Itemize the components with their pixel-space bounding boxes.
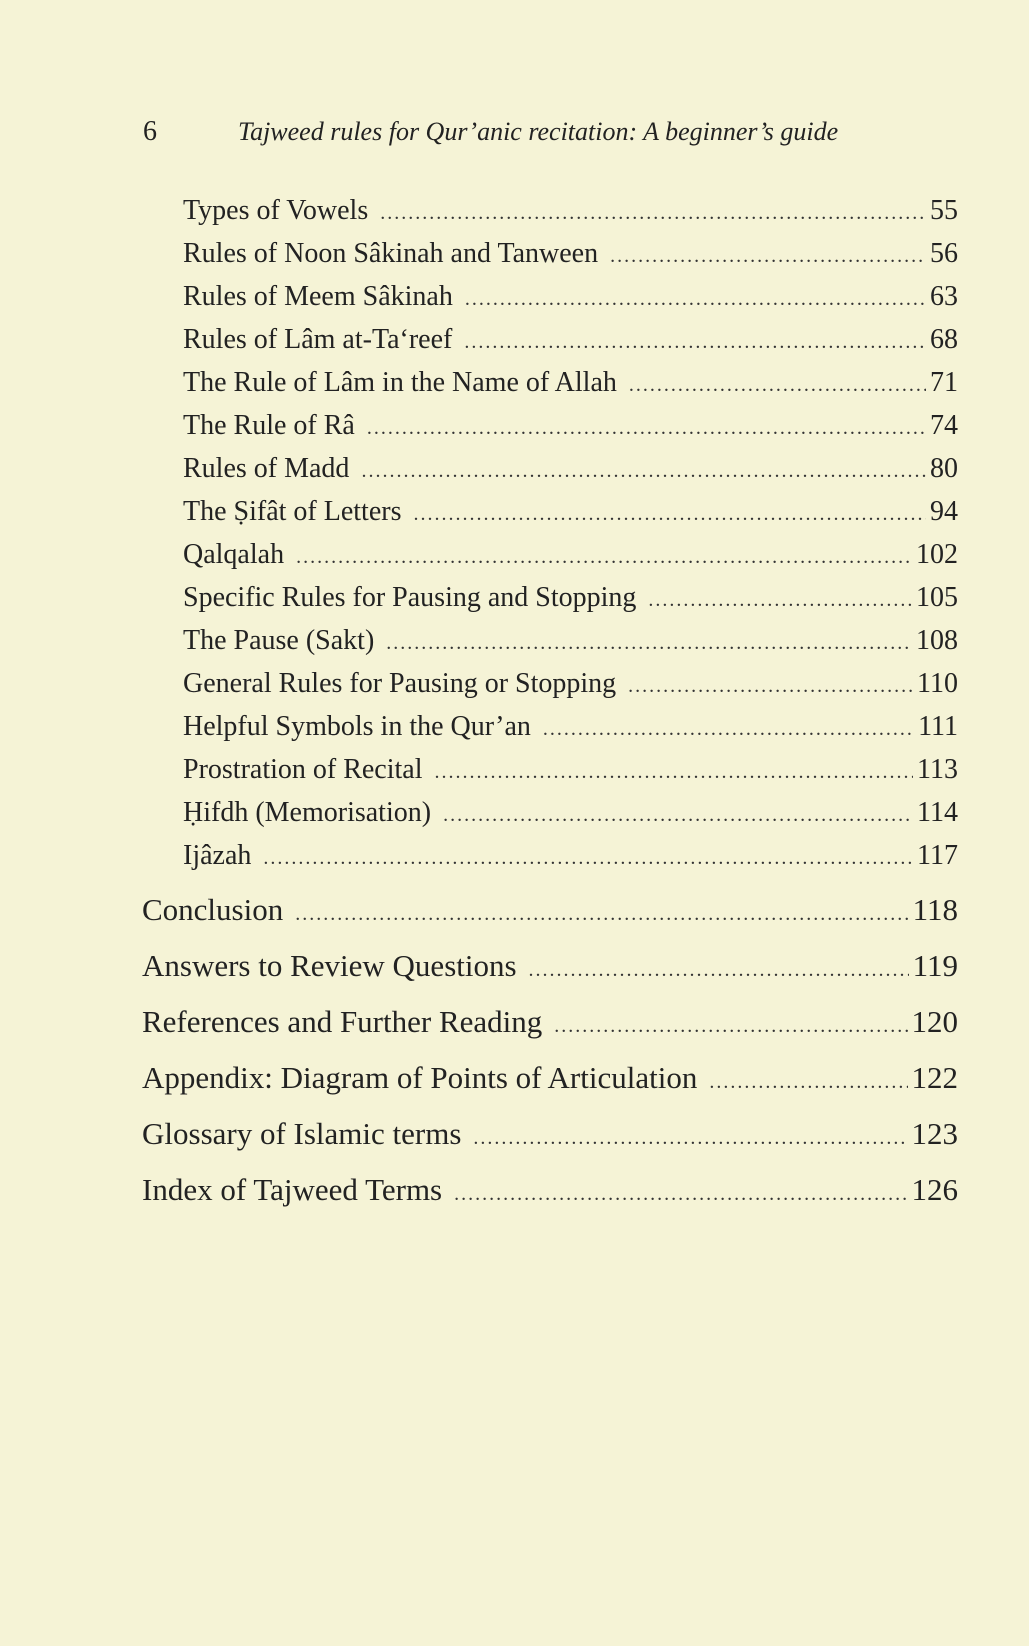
toc-entry-page: 120 xyxy=(911,1004,958,1039)
dot-leader xyxy=(610,246,926,266)
dot-leader xyxy=(367,418,926,438)
toc-entry-page: 126 xyxy=(911,1172,958,1207)
toc-entry-title: The Rule of Lâm in the Name of Allah xyxy=(183,367,617,398)
running-title: Tajweed rules for Qur’anic recitation: A beginner’s guide xyxy=(238,117,839,146)
toc-entry-title: General Rules for Pausing or Stopping xyxy=(183,668,617,699)
toc-entry[interactable] xyxy=(142,889,958,931)
toc-entry-title: Appendix: Diagram of Points of Articulation xyxy=(142,1060,698,1095)
dot-leader xyxy=(709,1072,907,1092)
toc-entry-page: 119 xyxy=(912,948,958,983)
toc-entry-page: 108 xyxy=(916,625,958,656)
dot-leader xyxy=(435,762,914,782)
toc-entry-title: Qalqalah xyxy=(183,539,285,570)
dot-leader xyxy=(628,676,913,696)
toc-entry[interactable] xyxy=(183,364,958,402)
dot-leader xyxy=(454,1184,907,1204)
toc-entry-title: Rules of Meem Sâkinah xyxy=(183,281,453,312)
toc-entry[interactable] xyxy=(142,1001,958,1043)
toc-entry-title: Rules of Noon Sâkinah and Tanween xyxy=(183,238,599,269)
toc-entry[interactable] xyxy=(183,321,958,359)
toc-entry-page: 114 xyxy=(917,797,958,828)
toc-entry-title: Ijâzah xyxy=(183,840,252,871)
page-header xyxy=(143,115,883,155)
dot-leader xyxy=(361,461,926,481)
toc-entry-page: 63 xyxy=(930,281,958,312)
dot-leader xyxy=(543,719,914,739)
toc-entry-page: 56 xyxy=(930,238,958,269)
toc-entry[interactable] xyxy=(183,407,958,445)
toc-entry-page: 94 xyxy=(930,496,958,527)
dot-leader xyxy=(443,805,913,825)
toc-entry[interactable] xyxy=(183,192,958,230)
toc-entry-title: Helpful Symbols in the Qur’an xyxy=(183,711,531,742)
toc-entry[interactable] xyxy=(183,235,958,273)
toc-entry[interactable] xyxy=(183,278,958,316)
toc-entry-page: 111 xyxy=(918,711,958,742)
toc-entry-page: 117 xyxy=(917,840,958,871)
toc-entry-title: Ḥifdh (Memorisation) xyxy=(183,797,432,828)
toc-entry[interactable] xyxy=(183,493,958,531)
toc-entry-title: Rules of Lâm at-Ta‘reef xyxy=(183,324,453,355)
toc-entry[interactable] xyxy=(142,1057,958,1099)
toc-entry[interactable] xyxy=(142,1113,958,1155)
dot-leader xyxy=(263,848,913,868)
dot-leader xyxy=(380,203,926,223)
toc-entry[interactable] xyxy=(183,622,958,660)
toc-entry[interactable] xyxy=(183,579,958,617)
toc-entry-page: 122 xyxy=(911,1060,958,1095)
dot-leader xyxy=(295,904,908,924)
toc-entry-title: Answers to Review Questions xyxy=(142,948,517,983)
toc-entry[interactable] xyxy=(183,665,958,703)
toc-entry-page: 123 xyxy=(911,1116,958,1151)
toc-entry-title: Specific Rules for Pausing and Stopping xyxy=(183,582,637,613)
toc-entry[interactable] xyxy=(142,1169,958,1211)
toc-entry-page: 74 xyxy=(930,410,958,441)
dot-leader xyxy=(554,1016,907,1036)
dot-leader xyxy=(296,547,912,567)
toc-entry-title: Prostration of Recital xyxy=(183,754,423,785)
toc-entry-title: The Pause (Sakt) xyxy=(183,625,375,656)
toc-entry-page: 113 xyxy=(917,754,958,785)
toc-entry[interactable] xyxy=(183,708,958,746)
toc-entry-title: Glossary of Islamic terms xyxy=(142,1116,462,1151)
toc-entry-page: 68 xyxy=(930,324,958,355)
toc-entry-page: 110 xyxy=(917,668,958,699)
toc-entry-page: 102 xyxy=(916,539,958,570)
dot-leader xyxy=(465,289,926,309)
dot-leader xyxy=(629,375,926,395)
toc-entry-title: Types of Vowels xyxy=(183,195,369,226)
toc-entry-page: 118 xyxy=(912,892,958,927)
toc-entry-title: Conclusion xyxy=(142,892,284,927)
toc-entry[interactable] xyxy=(183,751,958,789)
toc-entry[interactable] xyxy=(183,794,958,832)
toc-entry[interactable] xyxy=(142,945,958,987)
toc-entry-title: The Ṣifât of Letters xyxy=(183,496,402,527)
toc-entry-title: The Rule of Râ xyxy=(183,410,355,441)
toc-entry-title: References and Further Reading xyxy=(142,1004,543,1039)
dot-leader xyxy=(473,1128,907,1148)
toc-entry-page: 80 xyxy=(930,453,958,484)
dot-leader xyxy=(648,590,912,610)
toc-entry-page: 71 xyxy=(930,367,958,398)
dot-leader xyxy=(413,504,926,524)
toc-entry[interactable] xyxy=(183,450,958,488)
toc-entry-page: 55 xyxy=(930,195,958,226)
dot-leader xyxy=(529,960,909,980)
toc-entry-page: 105 xyxy=(916,582,958,613)
page-number: 6 xyxy=(143,116,157,147)
toc-entry[interactable] xyxy=(183,837,958,875)
toc-entry-title: Rules of Madd xyxy=(183,453,350,484)
dot-leader xyxy=(386,633,912,653)
toc-entry-title: Index of Tajweed Terms xyxy=(142,1172,443,1207)
dot-leader xyxy=(464,332,926,352)
toc-entry[interactable] xyxy=(183,536,958,574)
